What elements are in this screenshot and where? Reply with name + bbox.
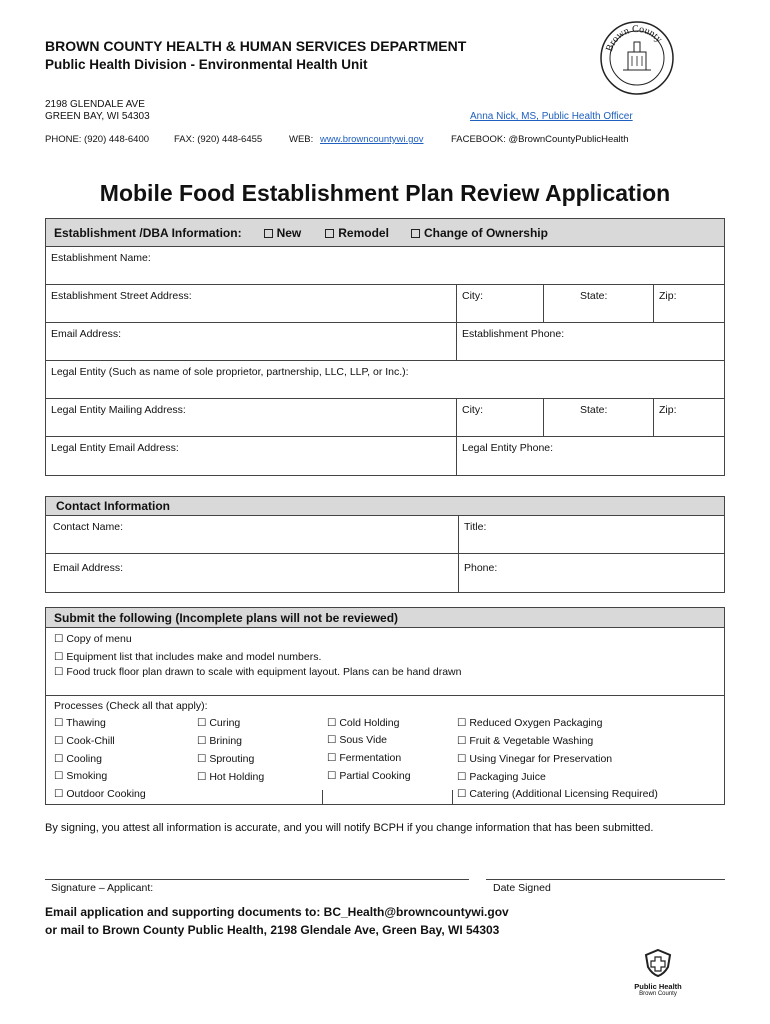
- address-line1: 2198 GLENDALE AVE: [45, 99, 145, 110]
- seal-text: Brown County: [604, 23, 665, 54]
- legal-entity-field[interactable]: Legal Entity (Such as name of sole proprietor, partnership, LLC, LLP, or Inc.):: [51, 366, 409, 378]
- contact-name-field[interactable]: Contact Name:: [46, 516, 459, 553]
- officer-link[interactable]: Anna Nick, MS, Public Health Officer: [470, 111, 633, 122]
- checkbox-icon: [264, 229, 273, 238]
- process-smoking[interactable]: ☐ Smoking: [54, 770, 108, 782]
- legal-city-field[interactable]: City:: [457, 399, 544, 436]
- legal-state-field[interactable]: State:: [544, 399, 654, 436]
- processes-label: Processes (Check all that apply):: [54, 700, 208, 712]
- email-field[interactable]: Email Address:: [46, 323, 457, 360]
- address-line2: GREEN BAY, WI 54303: [45, 111, 150, 122]
- county-seal-icon: [599, 20, 675, 96]
- checkbox-icon: [325, 229, 334, 238]
- mail-instructions: or mail to Brown County Public Health, 2198 Glendale Ave, Green Bay, WI 54303: [45, 923, 500, 937]
- column-divider: [452, 790, 453, 804]
- process-sprouting[interactable]: ☐ Sprouting: [197, 753, 255, 765]
- logo-line2: Brown County: [639, 991, 677, 997]
- submit-item-floorplan[interactable]: ☐ Food truck floor plan drawn to scale with equipment layout. Plans can be hand drawn: [54, 666, 462, 678]
- contact-phone-field[interactable]: Phone:: [464, 562, 498, 574]
- legal-zip-field[interactable]: Zip:: [659, 404, 677, 416]
- unit-name: Public Health Division - Environmental Health Unit: [45, 57, 368, 72]
- process-packaging-juice[interactable]: ☐ Packaging Juice: [457, 771, 546, 783]
- process-cold-holding[interactable]: ☐ Cold Holding: [327, 717, 400, 729]
- establishment-header: [46, 219, 724, 247]
- phone-text: PHONE: (920) 448-6400: [45, 134, 150, 145]
- legal-mailing-row: [46, 399, 724, 437]
- signature-line[interactable]: [45, 879, 469, 880]
- remodel-checkbox[interactable]: Remodel: [325, 226, 389, 240]
- contact-header: Contact Information: [46, 497, 724, 515]
- legal-phone-field[interactable]: Legal Entity Phone:: [462, 442, 554, 454]
- submit-table: [45, 607, 725, 805]
- submit-header: Submit the following (Incomplete plans will not be reviewed): [46, 608, 724, 628]
- establishment-name-row[interactable]: [46, 247, 724, 285]
- public-health-logo: [625, 948, 691, 1010]
- contact-name-row: [46, 515, 724, 554]
- process-hot-holding[interactable]: ☐ Hot Holding: [197, 771, 265, 783]
- state-field[interactable]: State:: [544, 285, 654, 322]
- signature-label: Signature – Applicant:: [51, 882, 154, 894]
- process-partial-cooking[interactable]: ☐ Partial Cooking: [327, 770, 411, 782]
- fax-text: FAX: (920) 448-6455: [174, 134, 263, 145]
- process-brining[interactable]: ☐ Brining: [197, 735, 243, 747]
- legal-email-field[interactable]: Legal Entity Email Address:: [46, 437, 457, 475]
- attestation-text: By signing, you attest all information is accurate, and you will notify BCPH if you change information that has been submitted.: [45, 822, 654, 834]
- change-ownership-checkbox[interactable]: Change of Ownership: [411, 226, 548, 240]
- process-sous-vide[interactable]: ☐ Sous Vide: [327, 734, 388, 746]
- process-cooling[interactable]: ☐ Cooling: [54, 753, 102, 765]
- legal-entity-row: [46, 361, 724, 399]
- submit-item-menu[interactable]: ☐ Copy of menu: [54, 633, 132, 645]
- establishment-header-label: Establishment /DBA Information:: [54, 225, 242, 240]
- street-address-field[interactable]: Establishment Street Address:: [46, 285, 457, 322]
- contact-table: [45, 496, 725, 593]
- process-fermentation[interactable]: ☐ Fermentation: [327, 752, 402, 764]
- process-fruit-vegetable-washing[interactable]: ☐ Fruit & Vegetable Washing: [457, 735, 594, 747]
- email-phone-row: [46, 323, 724, 361]
- process-thawing[interactable]: ☐ Thawing: [54, 717, 106, 729]
- checkbox-icon: [411, 229, 420, 238]
- date-line[interactable]: [486, 879, 725, 880]
- zip-field[interactable]: Zip:: [659, 290, 677, 302]
- new-checkbox[interactable]: New: [264, 226, 302, 240]
- column-divider: [322, 790, 323, 804]
- establishment-name-field[interactable]: Establishment Name:: [51, 252, 151, 264]
- shield-icon: [643, 948, 673, 978]
- establishment-table: [45, 218, 725, 476]
- logo-line1: Public Health: [634, 982, 682, 991]
- process-catering[interactable]: ☐ Catering (Additional Licensing Required): [457, 788, 658, 800]
- contact-email-row: [46, 554, 724, 592]
- web-link[interactable]: www.browncountywi.gov: [320, 134, 424, 145]
- web-label: WEB:: [289, 134, 314, 145]
- street-address-row: [46, 285, 724, 323]
- email-instructions: Email application and supporting documents to: BC_Health@browncountywi.gov: [45, 905, 509, 919]
- process-outdoor-cooking[interactable]: ☐ Outdoor Cooking: [54, 788, 146, 800]
- process-cook-chill[interactable]: ☐ Cook-Chill: [54, 735, 115, 747]
- process-curing[interactable]: ☐ Curing: [197, 717, 241, 729]
- submit-list: [46, 628, 724, 696]
- contact-email-field[interactable]: Email Address:: [46, 554, 459, 592]
- legal-email-row: [46, 437, 724, 475]
- establishment-phone-field[interactable]: Establishment Phone:: [462, 328, 565, 340]
- date-label: Date Signed: [493, 882, 551, 894]
- submission-instructions: [45, 903, 509, 939]
- contact-title-field[interactable]: Title:: [464, 521, 487, 533]
- address: [45, 99, 150, 123]
- facebook-text: FACEBOOK: @BrownCountyPublicHealth: [451, 134, 629, 145]
- process-vinegar-preservation[interactable]: ☐ Using Vinegar for Preservation: [457, 753, 613, 765]
- department-name: BROWN COUNTY HEALTH & HUMAN SERVICES DEPARTMENT: [45, 38, 467, 54]
- process-reduced-oxygen[interactable]: ☐ Reduced Oxygen Packaging: [457, 717, 603, 729]
- legal-mailing-field[interactable]: Legal Entity Mailing Address:: [46, 399, 457, 436]
- submit-item-equipment[interactable]: ☐ Equipment list that includes make and model numbers.: [54, 651, 322, 663]
- processes-section: [46, 696, 724, 804]
- page-title: Mobile Food Establishment Plan Review Application: [99, 180, 671, 206]
- city-field[interactable]: City:: [457, 285, 544, 322]
